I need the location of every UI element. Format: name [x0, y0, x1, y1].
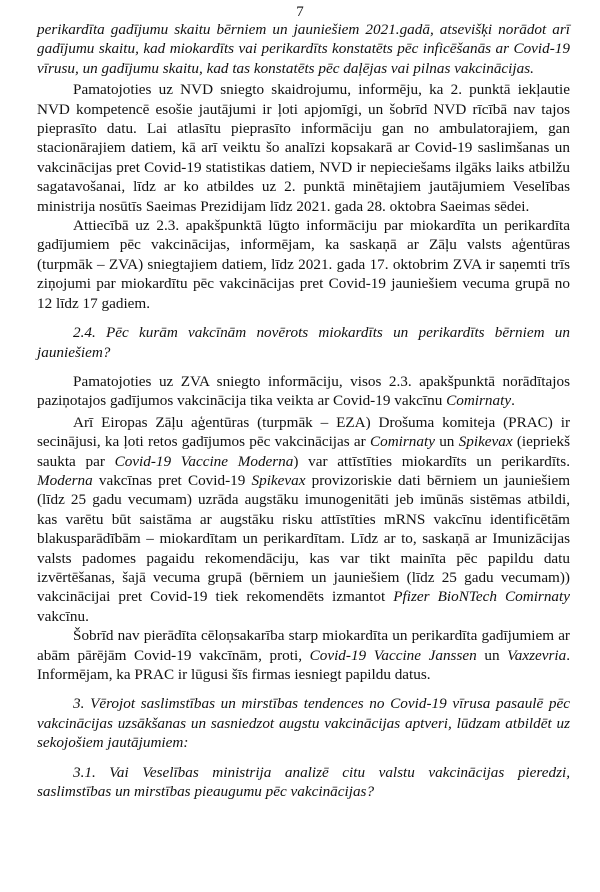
question-2-4: 2.4. Pēc kurām vakcīnām novērots miokardīts un perikardīts bērniem un jauniešiem? [37, 324, 570, 361]
page-number: 7 [296, 4, 304, 20]
paragraph-comirnaty-cases: Pamatojoties uz ZVA sniegto informāciju, visos 2.3. apakšpunktā norādītajos paziņotajos gadījumos vakcinācija tika veikta ar Covid-19 vakcīnu Comirnaty. [37, 372, 570, 410]
question-continuation: perikardīta gadījumu skaitu bērniem un jauniešiem 2021.gadā, atsevišķi norādot arī gadījumu skaitu, kad miokardīts vai perikardīts konstatēts pēc inficēšanās ar Covid-19 vīrusu, un gadījumu skaitu, kad tas konstatēts pēc daļējas vai pilnas vakcinācijas. [37, 21, 570, 77]
question-3-1: 3.1. Vai Veselības ministrija analizē citu valstu vakcinācijas pieredzi, saslimstības un mirstības pieaugumu pēc vakcinācijas? [37, 763, 570, 801]
paragraph-nvd-explanation: Pamatojoties uz NVD sniegto skaidrojumu, informēju, ka 2. punktā iekļautie NVD kompetencē esošie jautājumi ir ļoti apjomīgi, un šobrīd NVD rīcībā nav tajos pieprasīto datu. Lai atlasītu pieprasīto informāciju gan no ambulatorajiem, gan stacionārajiem datiem, kā arī veiktu šo analīzi kopsakarā ar Covid-19 saslimšanas un vakcinācijas pret Covid-19 statistikas datiem, NVD ir nepieciešams ilgāks laiks atbilžu sagatavošanai, līdz ar ko atbildes uz 2. punktā minētajiem jautājumiem Veselības ministrija nosūtīs Saeimas Prezidijam līdz 2021. gada 28. oktobra Saeimas sēdei. [37, 81, 570, 215]
paragraph-other-vaccines: Šobrīd nav pierādīta cēloņsakarība starp miokardīta un perikardīta gadījumiem ar abām pārējām Covid-19 vakcīnām, proti, Covid-19 Vaccine Janssen un Vaxzevria. Informējam, ka PRAC ir lūgusi šīs firmas iesniegt papildu datus. [37, 627, 570, 683]
paragraph-zva-data: Attiecībā uz 2.3. apakšpunktā lūgto informāciju par miokardīta un perikardīta gadījumiem pēc vakcinācijas, informējam, ka saskaņā ar Zāļu valsts aģentūras (turpmāk – ZVA) sniegtajiem datiem, līdz 2021. gada 17. oktobrim ZVA ir saņemti trīs ziņojumi par miokardītu pēc vakcinācijas pret Covid-19 jauniešiem vecuma grupā no 12 līdz 17 gadiem. [37, 217, 570, 312]
question-3: 3. Vērojot saslimstības un mirstības tendences no Covid-19 vīrusa pasaulē pēc vakcinācijas uzsākšanas un sasniedzot augstu vakcinācijas aptveri, lūdzam atbildēt uz sekojošiem jautājumiem: [37, 695, 570, 752]
document-body [37, 20, 570, 801]
paragraph-prac-conclusion: Arī Eiropas Zāļu aģentūras (turpmāk – EZA) Drošuma komiteja (PRAC) ir secinājusi, ka ļoti retos gadījumos pēc vakcinācijas ar Comirnaty un Spikevax (iepriekš saukta par Covid-19 Vaccine Moderna) var attīstīties miokardīts un perikardīts. Moderna vakcīnas pret Covid-19 Spikevax provizoriskie dati bērniem un jauniešiem (līdz 25 gadu vecumam) uzrāda augstāku imunogenitāti jeb imūnās sistēmas atbildi, kas varētu būt saistāma ar augstāku risku attīstīties mRNS vakcīnu identificētām blakusparādībām – miokardītam un perikardītam. Līdz ar to, saskaņā ar Imunizācijas valsts padomes pagaidu rekomendāciju, kas var tikt mainīta pēc papildu datu izvērtēšanas, šajā vecuma grupā (bērniem un jauniešiem (līdz 25 gadu vecumam)) vakcinācijai pret Covid-19 tiek rekomendēts izmantot Pfizer BioNTech Comirnaty vakcīnu. [37, 413, 571, 625]
